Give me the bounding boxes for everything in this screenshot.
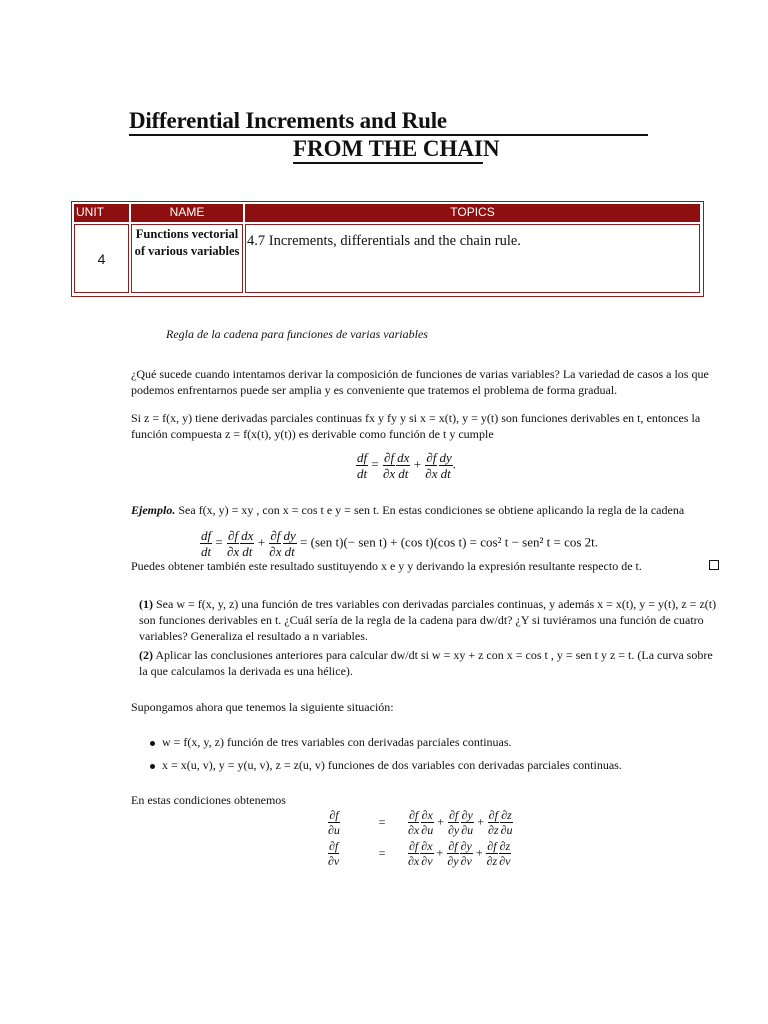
paragraph-substitution: Puedes obtener también este resultado sustituyendo x e y y derivando la expresión resultante respecto de t. <box>131 559 642 573</box>
header-name: NAME <box>131 204 243 222</box>
bullet-icon <box>150 741 155 746</box>
paragraph-situation: Supongamos ahora que tenemos la siguiente situación: <box>131 700 394 714</box>
exercise-1-number: (1) <box>139 597 153 611</box>
bullet-item-2 <box>150 757 622 773</box>
bullet-item-1-text: w = f(x, y, z) función de tres variables con derivadas parciales continuas. <box>162 735 512 749</box>
bullet-item-2-text: x = x(u, v), y = y(u, v), z = z(u, v) funciones de dos variables con derivadas parciales continuas. <box>162 758 622 772</box>
cell-name: Functions vectorial of various variables <box>131 224 243 293</box>
exercise-2-number: (2) <box>139 648 153 662</box>
unit-table <box>71 201 704 297</box>
exercise-2-text: Aplicar las conclusiones anteriores para calcular dw/dt si w = xy + z con x = cos t , y = sen t y z = t. (La curva sobre la que calculamos la derivada es una hélice). <box>139 648 713 678</box>
cell-topic: 4.7 Increments, differentials and the chain rule. <box>245 224 700 293</box>
bullet-item-1 <box>150 734 512 750</box>
exercise-2 <box>139 647 719 679</box>
paragraph-chain-rule: Si z = f(x, y) tiene derivadas parciales continuas fx y fy y si x = x(t), y = y(t) son funciones derivables en t, entonces la función compuesta z = f(x(t), y(t)) es derivable como función de t y cumple <box>131 411 701 441</box>
chain-rule-equation: $\frac{df}{dt}$ = $\frac{\partial f}{\partial x}$ $\frac{dx}{dt}$ + $\frac{\partial f}{\partial x}$ $\frac{dy}{dt}$ . <box>357 450 457 481</box>
header-unit: UNIT <box>74 204 129 222</box>
header-topics: TOPICS <box>245 204 700 222</box>
equation-row-v: $\frac{\partial f}{\partial v}$ = $\frac{\partial f}{\partial x}$ $\frac{\partial x}{\partial v}$ + $\frac{\partial f}{\partial y}$ $\frac{\partial y}{\partial v}$ + $\frac{\partial f}{\partial z}$ $\frac{\partial z}{\partial v}$ <box>328 839 511 868</box>
exercise-1 <box>139 596 719 644</box>
section-title: Regla de la cadena para funciones de varias variables <box>166 327 428 341</box>
example-label: Ejemplo. <box>131 503 176 517</box>
example-text: Sea f(x, y) = xy , con x = cos t e y = sen t. En estas condiciones se obtiene aplicando la regla de la cadena <box>178 503 685 517</box>
bullet-icon <box>150 764 155 769</box>
page-title: Differential Increments and Rule <box>129 108 447 133</box>
partial-derivative-equations <box>327 807 514 869</box>
example-paragraph <box>131 502 721 518</box>
qed-box <box>709 560 719 570</box>
cell-unit: 4 <box>74 224 129 293</box>
paragraph-conditions: En estas condiciones obtenemos <box>131 793 286 807</box>
subtitle-underline <box>293 162 483 164</box>
page-subtitle: FROM THE CHAIN <box>293 136 500 161</box>
equation-row-u: $\frac{\partial f}{\partial u}$ = $\frac{\partial f}{\partial x}$ $\frac{\partial x}{\partial u}$ + $\frac{\partial f}{\partial y}$ $\frac{\partial y}{\partial u}$ + $\frac{\partial f}{\partial z}$ $\frac{\partial z}{\partial u}$ <box>328 808 513 837</box>
example-equation: $\frac{df}{dt}$ = $\frac{\partial f}{\partial x}$ $\frac{dx}{dt}$ + $\frac{\partial f}{\partial x}$ $\frac{dy}{dt}$ = (sen t)(− sen t) + (cos t)(cos t) = cos² t − sen² t = cos 2t. <box>201 528 599 559</box>
paragraph-intro: ¿Qué sucede cuando intentamos derivar la composición de funciones de varias variables? La variedad de casos a los que podemos enfrentarnos puede ser amplia y es conveniente que tratemos el problema de forma gradual. <box>131 367 709 397</box>
example-equation-rhs: = (sen t)(− sen t) + (cos t)(cos t) = cos² t − sen² t = cos 2t. <box>300 534 599 550</box>
exercise-1-text: Sea w = f(x, y, z) una función de tres variables con derivadas parciales continuas, y además x = x(t), y = y(t), z = z(t) son funciones derivables en t. ¿Cuál sería de la regla de la cadena para dw/dt? ¿Y si tuviéramos una función de cuatro variables? Generaliza el resultado a n variables. <box>139 597 717 643</box>
